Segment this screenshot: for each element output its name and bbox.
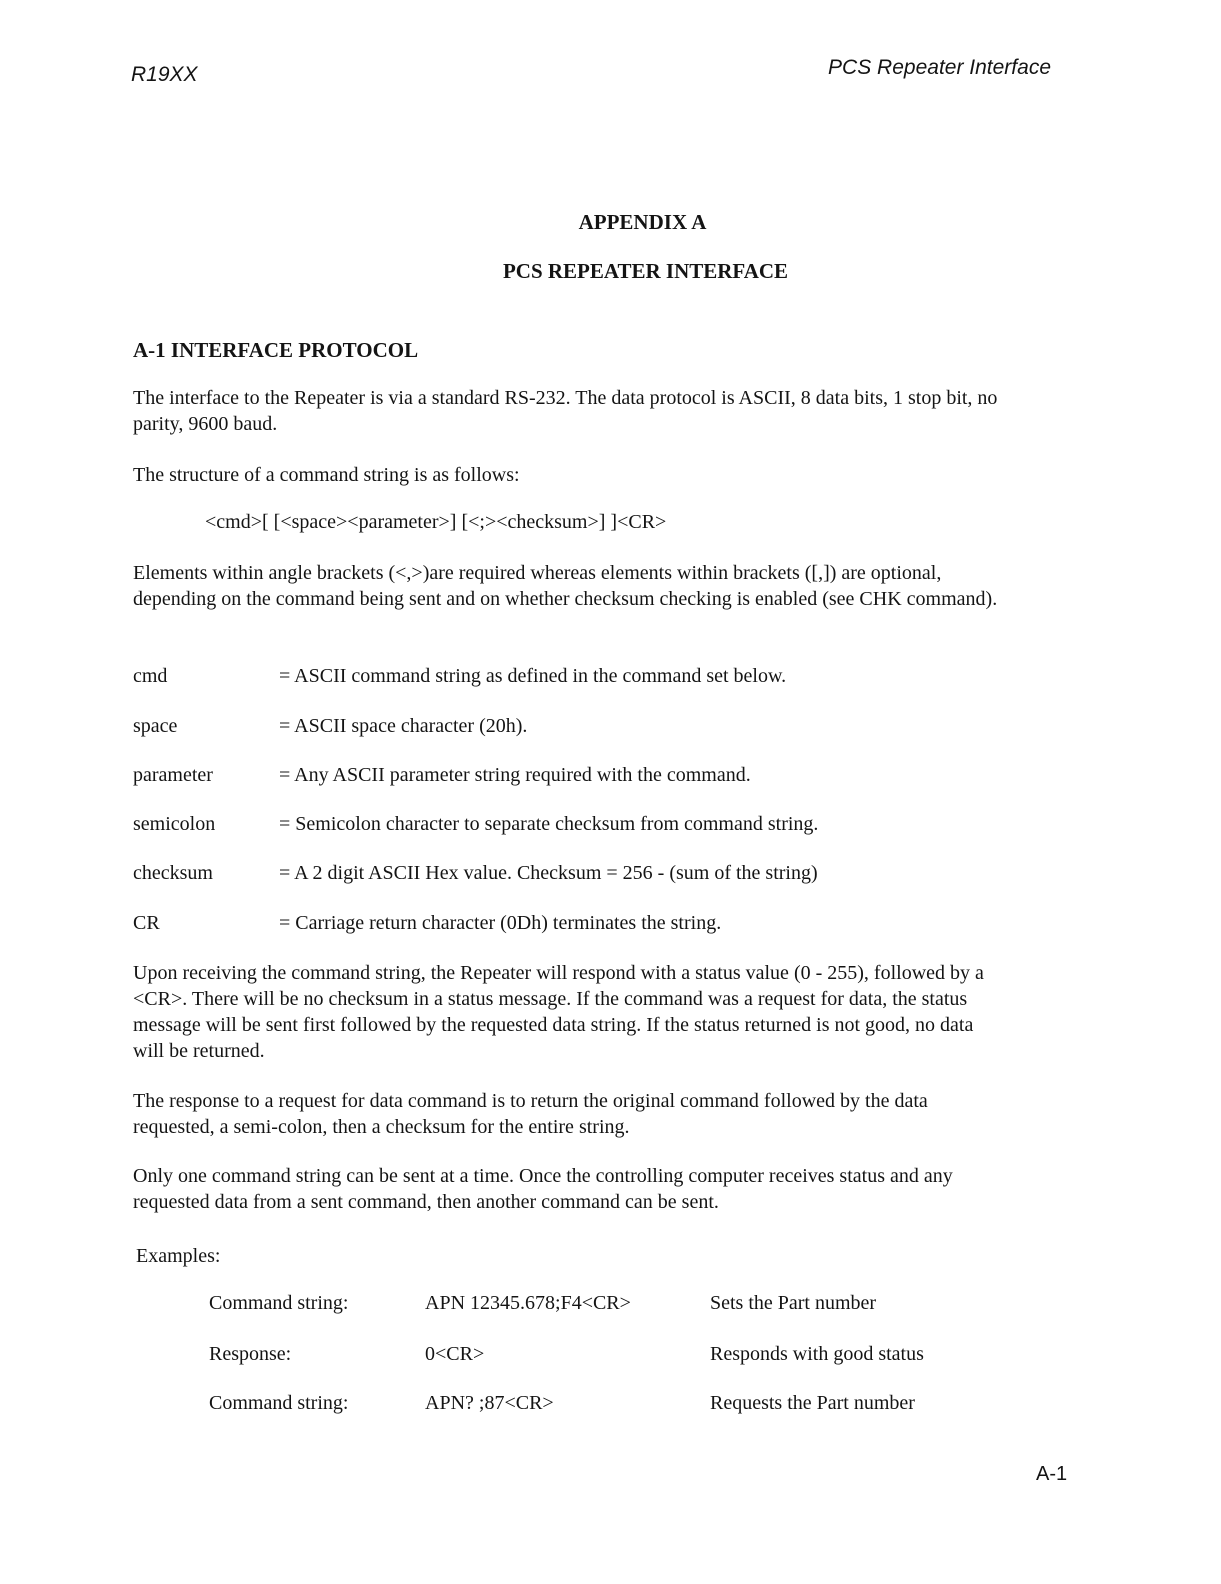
appendix-title: APPENDIX A [578,210,707,234]
paragraph-brackets: Elements within angle brackets (<,>)are required whereas elements within brackets ([,]) are optional, depending on the command being sent and on whether checksum checking is enabled (see CHK command). [133,562,998,610]
running-header-left: R19XX [131,63,198,86]
paragraph-one-command: Only one command string can be sent at a time. Once the controlling computer receives status and any requested data from a sent command, then another command can be sent. [133,1165,953,1213]
definition-desc: = Carriage return character (0Dh) terminates the string. [279,912,722,934]
page-number: A-1 [1036,1463,1068,1485]
appendix-subtitle: PCS REPEATER INTERFACE [502,259,789,283]
running-header-right: PCS Repeater Interface [828,56,1051,79]
paragraph-structure: The structure of a command string is as follows: [133,464,520,486]
example-label: Command string: [209,1392,349,1414]
definition-term: space [133,715,178,737]
section-heading: A-1 INTERFACE PROTOCOL [133,338,419,362]
example-note: Responds with good status [710,1343,924,1365]
definition-term: CR [133,912,160,934]
example-value: 0<CR> [425,1343,485,1365]
definition-term: checksum [133,862,213,884]
examples-label: Examples: [136,1245,221,1267]
paragraph-interface: The interface to the Repeater is via a standard RS-232. The data protocol is ASCII, 8 data bits, 1 stop bit, no parity, 9600 baud. [133,387,998,435]
paragraph-status: Upon receiving the command string, the Repeater will respond with a status value (0 - 255), followed by a <CR>. There will be no checksum in a status message. If the command was a request for data, the status message will be sent first followed by the requested data string. If the status returned is not good, no data will be returned. [133,962,984,1062]
example-note: Sets the Part number [710,1292,877,1314]
command-syntax: <cmd>[ [<space><parameter>] [<;><checksum>] ]<CR> [205,511,667,533]
definition-desc: = ASCII command string as defined in the command set below. [279,665,787,687]
definition-term: semicolon [133,813,216,835]
definition-desc: = A 2 digit ASCII Hex value. Checksum = 256 - (sum of the string) [279,862,818,884]
example-value: APN 12345.678;F4<CR> [425,1292,631,1314]
example-value: APN? ;87<CR> [425,1392,554,1414]
example-label: Command string: [209,1292,349,1314]
definition-term: cmd [133,665,168,687]
definition-term: parameter [133,764,213,786]
definition-desc: = ASCII space character (20h). [279,715,528,737]
paragraph-response: The response to a request for data command is to return the original command followed by the data requested, a semi-colon, then a checksum for the entire string. [133,1090,928,1138]
definition-desc: = Any ASCII parameter string required with the command. [279,764,751,786]
example-note: Requests the Part number [710,1392,915,1414]
example-label: Response: [209,1343,292,1365]
definition-desc: = Semicolon character to separate checksum from command string. [279,813,819,835]
